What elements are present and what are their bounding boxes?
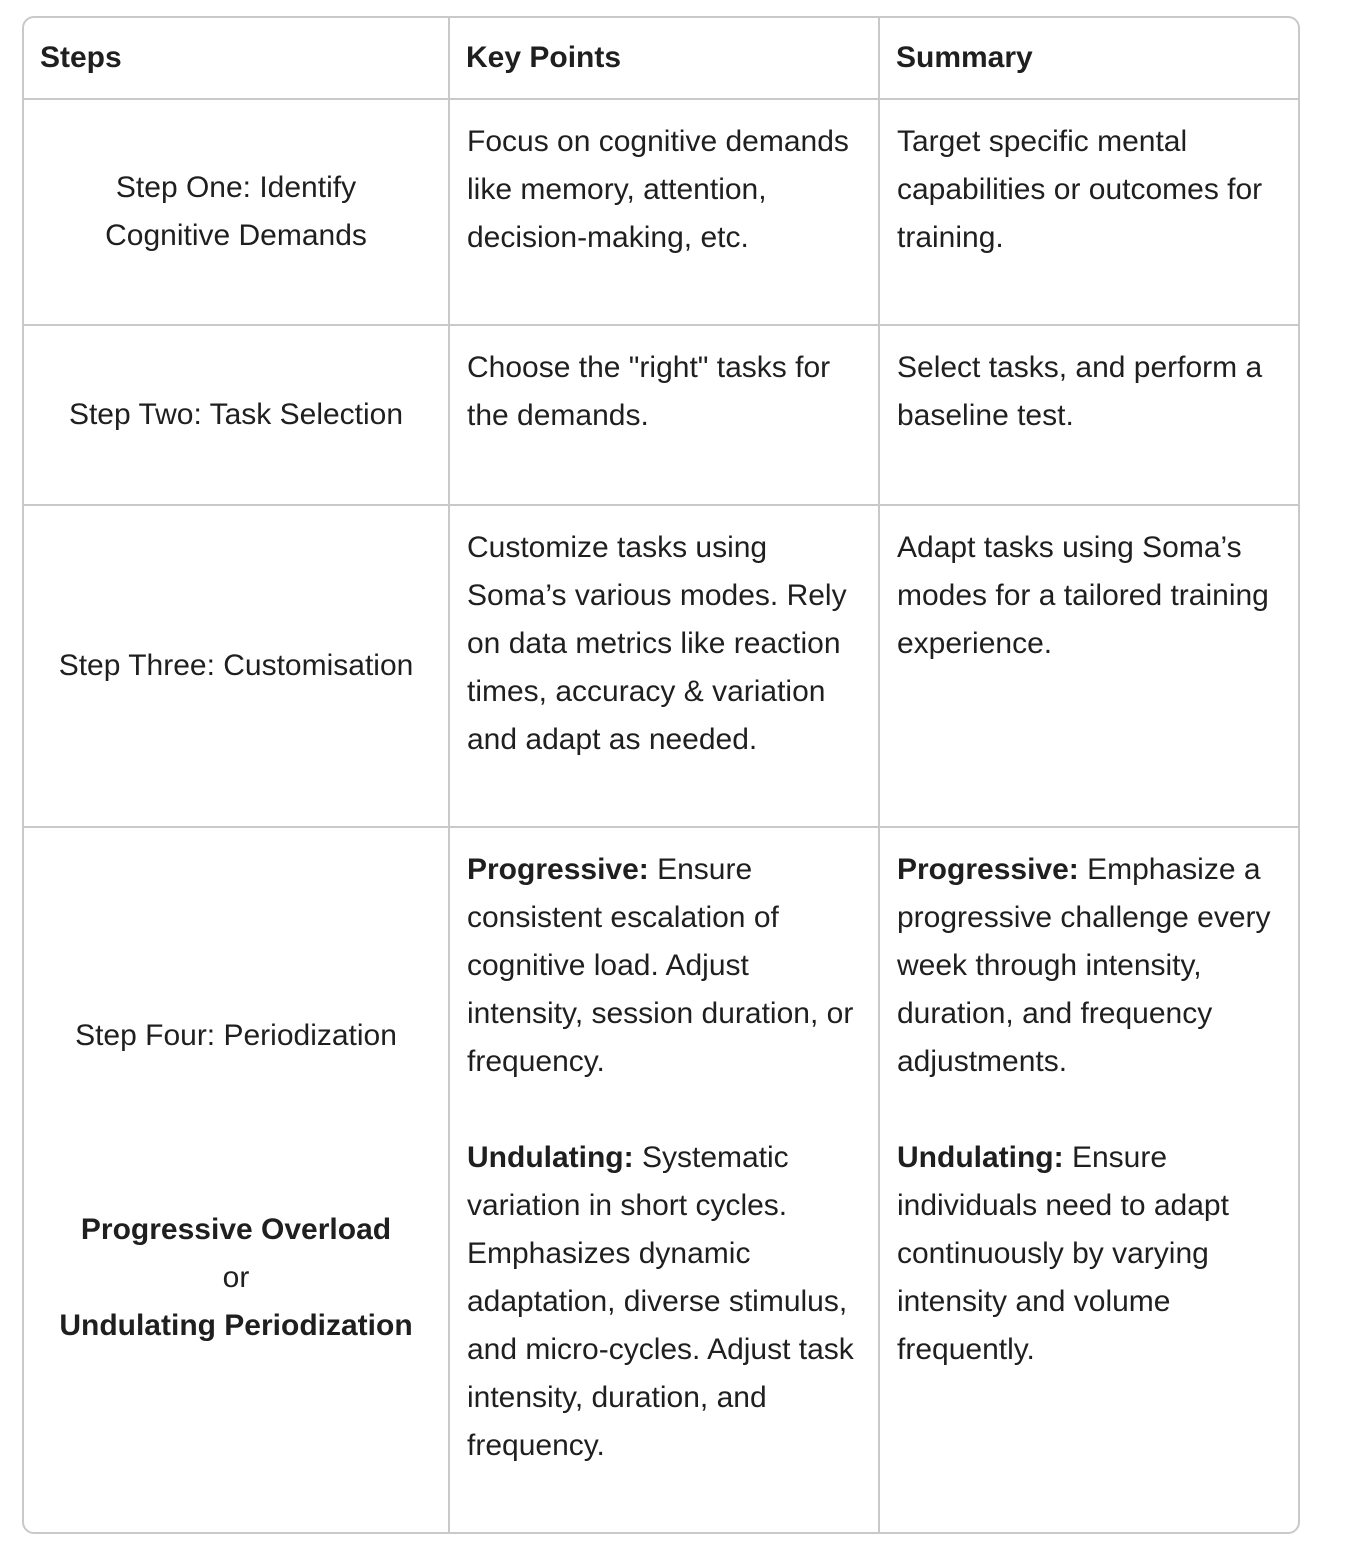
steps-table: [24, 18, 1300, 1533]
step-cell: [24, 827, 449, 1533]
header-key-points: Key Points: [449, 18, 879, 99]
paragraph-gap: [467, 1086, 862, 1134]
table-row: [24, 505, 1300, 827]
step-label: Step Four: Periodization: [75, 1018, 397, 1052]
undulating-text: Ensure individuals need to adapt continuously by varying intensity and volume frequently.: [897, 1141, 1229, 1366]
steps-table-container: [22, 16, 1300, 1534]
table-row: [24, 325, 1300, 505]
header-summary: Summary: [879, 18, 1300, 99]
step-cell: [24, 325, 449, 505]
progressive-label: Progressive:: [467, 853, 649, 886]
progressive-paragraph: [467, 846, 862, 1086]
step-four-block: [38, 1012, 434, 1350]
progressive-text: Emphasize a progressive challenge every week through intensity, duration, and frequency adjustments.: [897, 853, 1271, 1078]
step-cell: [24, 99, 449, 325]
undulating-label: Undulating:: [897, 1141, 1064, 1174]
step-label: Step Two: Task Selection: [68, 398, 404, 431]
undulating-paragraph: [467, 1134, 862, 1470]
summary-cell: [879, 827, 1300, 1533]
step-label: Step One: Identify Cognitive Demands: [105, 171, 367, 252]
table-row: [24, 99, 1300, 325]
summary-cell: Select tasks, and perform a baseline test.: [879, 325, 1300, 505]
summary-cell: Target specific mental capabilities or outcomes for training.: [879, 99, 1300, 325]
summary-cell: Adapt tasks using Soma’s modes for a tailored training experience.: [879, 505, 1300, 827]
step-label: Step Three: Customisation: [58, 649, 414, 682]
option-undulating-periodization: Undulating Periodization: [59, 1308, 413, 1342]
table-row: [24, 827, 1300, 1533]
paragraph-gap: [897, 1086, 1286, 1134]
progressive-paragraph: [897, 846, 1286, 1086]
header-steps: Steps: [24, 18, 449, 99]
undulating-paragraph: [897, 1134, 1286, 1374]
key-points-cell: Focus on cognitive demands like memory, attention, decision-making, etc.: [449, 99, 879, 325]
key-points-cell: Customize tasks using Soma’s various modes. Rely on data metrics like reaction times, accuracy & variation and adapt as needed.: [449, 505, 879, 827]
option-progressive-overload: Progressive Overload: [80, 1212, 392, 1246]
option-or: or: [222, 1260, 250, 1294]
undulating-label: Undulating:: [467, 1141, 634, 1174]
undulating-text: Systematic variation in short cycles. Emphasizes dynamic adaptation, diverse stimulus, and micro-cycles. Adjust task intensity, duration, and frequency.: [467, 1141, 854, 1462]
key-points-cell: Choose the "right" tasks for the demands.: [449, 325, 879, 505]
key-points-cell: [449, 827, 879, 1533]
table-header-row: [24, 18, 1300, 99]
progressive-label: Progressive:: [897, 853, 1079, 886]
step-cell: [24, 505, 449, 827]
progressive-text: Ensure consistent escalation of cognitive load. Adjust intensity, session duration, or frequency.: [467, 853, 854, 1078]
